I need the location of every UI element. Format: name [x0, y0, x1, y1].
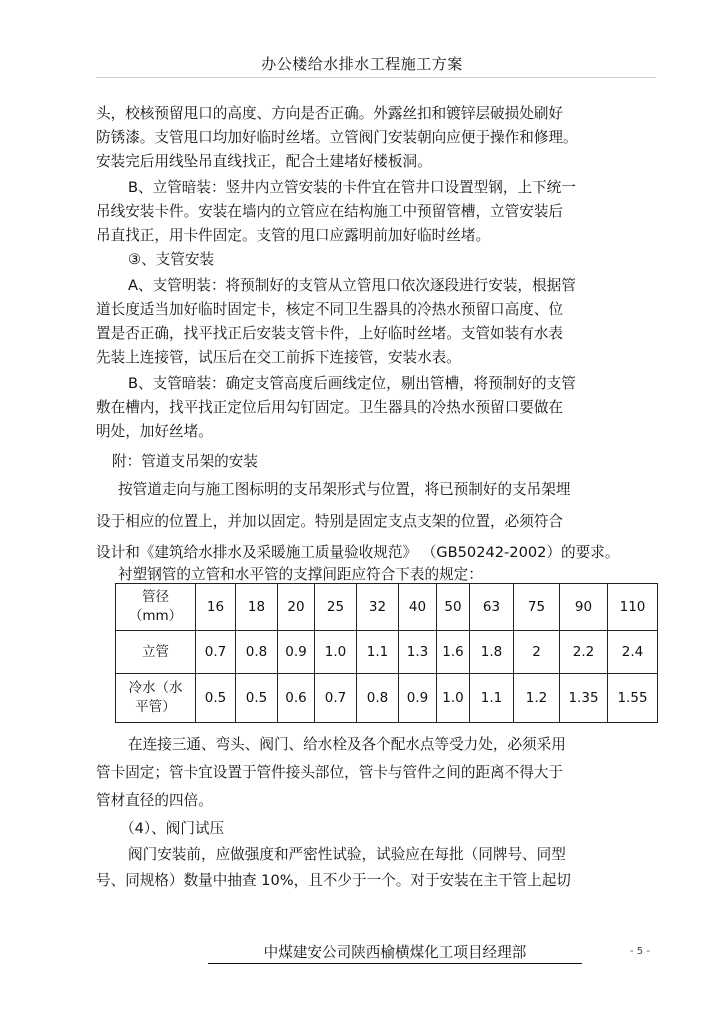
value-cell: 1.2 [514, 674, 560, 723]
paragraph-line: 道长度适当加好临时固定卡，核定不同卫生器具的冷热水预留口高度、位 [96, 301, 564, 318]
diameter-cell: 16 [196, 584, 236, 631]
diameter-cell: 75 [514, 584, 560, 631]
value-cell: 1.8 [470, 631, 514, 674]
value-cell: 0.6 [278, 674, 315, 723]
table-caption: 衬塑钢管的立管和水平管的支撑间距应符合下表的规定： [118, 566, 483, 583]
value-cell: 0.7 [196, 631, 236, 674]
appendix-heading: 附：管道支吊架的安装 [112, 453, 258, 470]
paragraph-line: 头，校核预留甩口的高度、方向是否正确。外露丝扣和镀锌层破损处刷好 [96, 105, 564, 122]
table-header-cell [116, 584, 196, 631]
value-cell: 0.9 [278, 631, 315, 674]
paragraph-line: 管材直径的四倍。 [96, 792, 213, 809]
footer-rule [208, 963, 582, 964]
page-number: - 5 - [630, 946, 650, 957]
section-heading: ③、支管安装 [128, 251, 215, 268]
row-label-cell [116, 674, 196, 723]
paragraph-line: 防锈漆。支管甩口均加好临时丝堵。立管阀门安装朝向应便于操作和修理。 [96, 129, 578, 146]
value-cell: 0.8 [236, 631, 278, 674]
diameter-cell: 90 [560, 584, 608, 631]
support-spacing-table [115, 583, 658, 723]
paragraph-line: 阀门安装前，应做强度和严密性试验，试验应在每批（同牌号、同型 [128, 846, 566, 863]
paragraph-line: 管卡固定；管卡宜设置于管件接头部位，管卡与管件之间的距离不得大于 [96, 764, 564, 781]
paragraph-line: 在连接三通、弯头、阀门、给水栓及各个配水点等受力处，必须采用 [128, 736, 566, 753]
paragraph-line: 先装上连接管，试压后在交工前拆下连接管，安装水表。 [96, 349, 461, 366]
paragraph-line: 明处，加好丝堵。 [96, 423, 213, 440]
value-cell: 2 [514, 631, 560, 674]
header-rule [96, 77, 656, 78]
diameter-cell: 110 [608, 584, 658, 631]
paragraph-line: 吊线安装卡件。安装在墙内的立管应在结构施工中预留管槽，立管安装后 [96, 203, 564, 220]
value-cell: 2.4 [608, 631, 658, 674]
paragraph-line: 号、同规格）数量中抽查 10%，且不少于一个。对于安装在主干管上起切 [96, 872, 571, 889]
diameter-cell: 50 [437, 584, 470, 631]
paragraph-line: 安装完后用线坠吊直线找正，配合土建堵好楼板洞。 [96, 153, 432, 170]
value-cell: 1.1 [470, 674, 514, 723]
section-heading: （4）、阀门试压 [120, 820, 225, 837]
value-cell: 0.9 [399, 674, 437, 723]
diameter-cell: 18 [236, 584, 278, 631]
header-label-line: （mm） [128, 608, 183, 624]
paragraph-line: 置是否正确，找平找正后安装支管卡件，上好临时丝堵。支管如装有水表 [96, 325, 564, 342]
value-cell: 0.5 [236, 674, 278, 723]
value-cell: 1.6 [437, 631, 470, 674]
diameter-cell: 25 [315, 584, 357, 631]
diameter-cell: 63 [470, 584, 514, 631]
diameter-cell: 40 [399, 584, 437, 631]
paragraph-line: 设于相应的位置上，并加以固定。特别是固定支点支架的位置，必须符合 [96, 513, 564, 530]
footer-company: 中煤建安公司陕西榆横煤化工项目经理部 [263, 944, 527, 961]
paragraph-line: 吊直找正，用卡件固定。支管的甩口应露明前加好临时丝堵。 [96, 227, 491, 244]
value-cell: 0.8 [357, 674, 399, 723]
row-label-line: 平管） [135, 699, 176, 715]
header-label-line: 管径 [142, 589, 169, 605]
row-label-line: 冷水（水 [128, 680, 183, 696]
value-cell: 1.1 [357, 631, 399, 674]
paragraph-line: 敷在槽内，找平找正定位后用勾钉固定。卫生器具的冷热水预留口要做在 [96, 399, 564, 416]
value-cell: 1.0 [315, 631, 357, 674]
paragraph-line: B、支管暗装：确定支管高度后画线定位，剔出管槽，将预制好的支管 [128, 375, 576, 392]
table-row-diameter [116, 584, 658, 631]
paragraph-line: 设计和《建筑给水排水及采暖施工质量验收规范》 （GB50242-2002）的要求。 [96, 544, 620, 561]
value-cell: 0.7 [315, 674, 357, 723]
page-header-title: 办公楼给水排水工程施工方案 [261, 55, 463, 73]
paragraph-line: B、立管暗装：竖井内立管安装的卡件宜在管井口设置型钢，上下统一 [128, 179, 576, 196]
table-row-horizontal [116, 674, 658, 723]
diameter-cell: 20 [278, 584, 315, 631]
row-label-cell: 立管 [116, 631, 196, 674]
value-cell: 1.3 [399, 631, 437, 674]
value-cell: 1.55 [608, 674, 658, 723]
value-cell: 1.0 [437, 674, 470, 723]
diameter-cell: 32 [357, 584, 399, 631]
value-cell: 1.35 [560, 674, 608, 723]
paragraph-line: 按管道走向与施工图标明的支吊架形式与位置，将已预制好的支吊架埋 [118, 481, 571, 498]
value-cell: 2.2 [560, 631, 608, 674]
value-cell: 0.5 [196, 674, 236, 723]
paragraph-line: A、支管明装：将预制好的支管从立管甩口依次逐段进行安装，根据管 [128, 277, 576, 294]
table-row-vertical [116, 631, 658, 674]
